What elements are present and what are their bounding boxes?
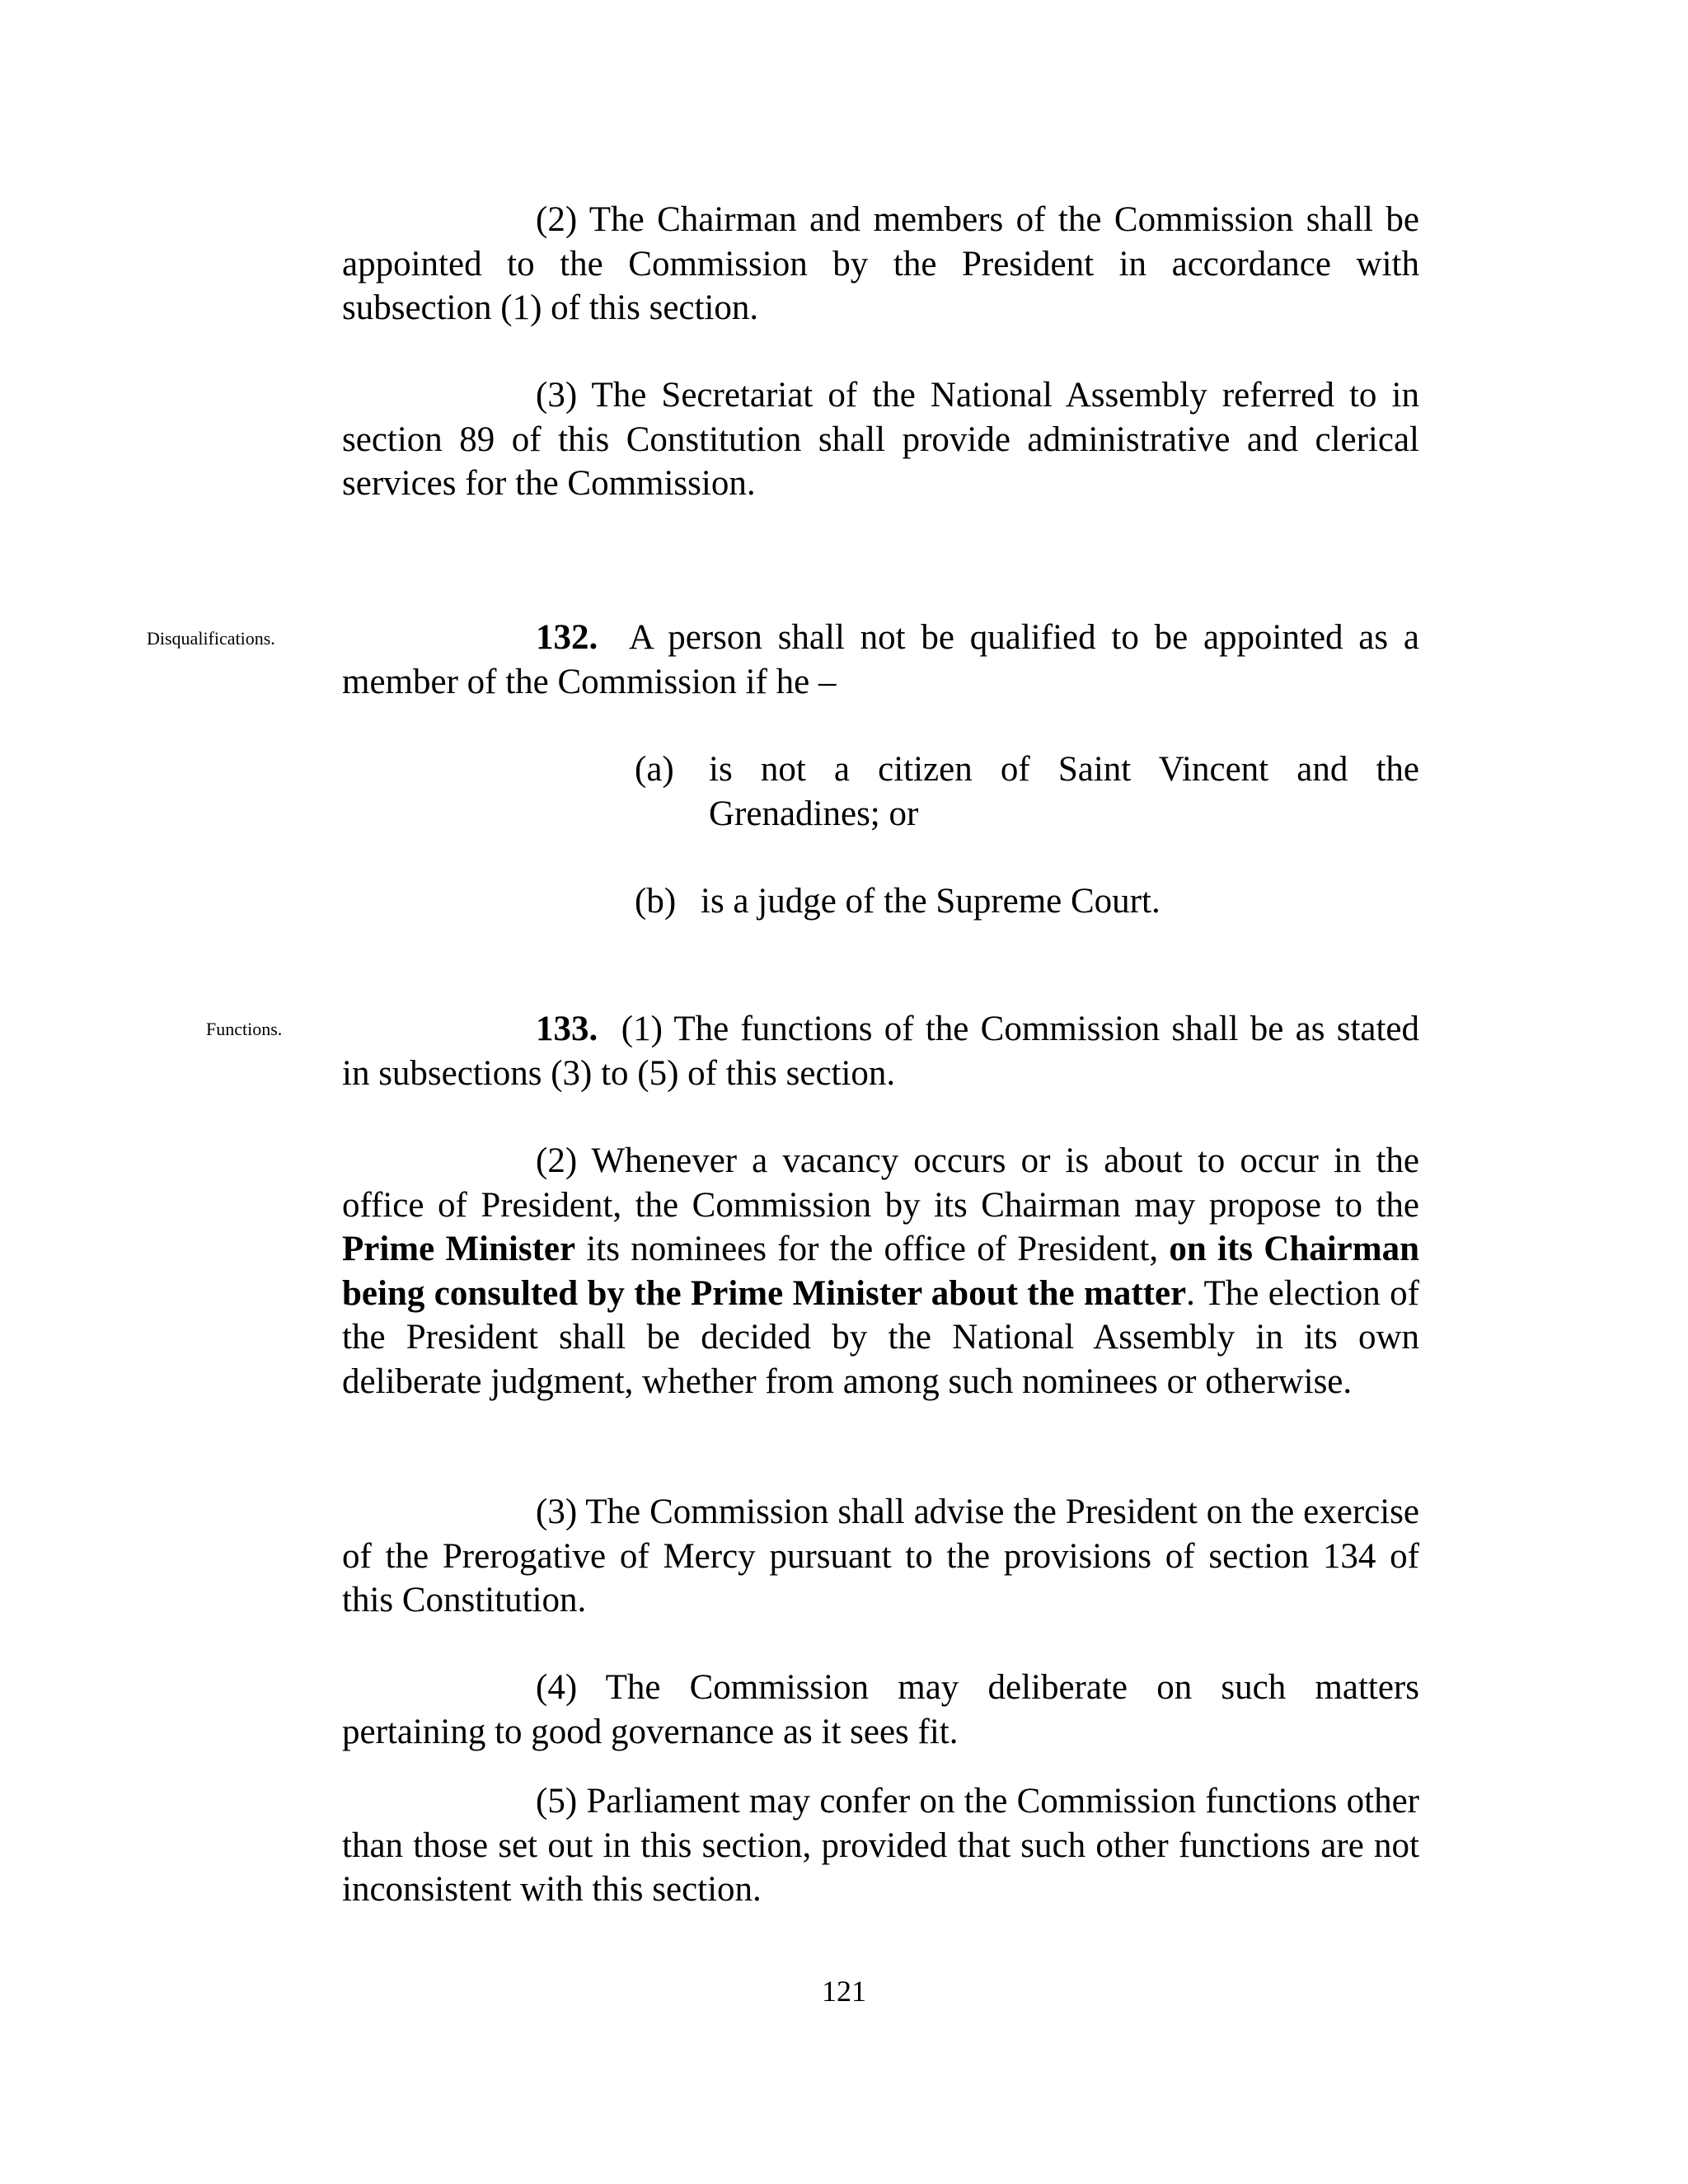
paragraph-text: (2) The Chairman and members of the Commission shall be appointed to the Commission by the President in accordance with subsection (1) of this section. [342,200,1419,327]
section-131-subsection-3 [342,373,1419,506]
paragraph-text: (5) Parliament may confer on the Commission functions other than those set out in this section, provided that such other functions are not inconsistent with this section. [342,1782,1419,1909]
section-number: 132. [536,618,598,657]
margin-note-disqualifications: Disqualifications. [147,628,275,649]
item-label: (a) [635,750,674,789]
page-number: 121 [822,1975,866,2008]
section-text: (1) The functions of the Commission shall be as stated in subsections (3) to (5) of this section. [342,1010,1420,1093]
section-131-subsection-2 [342,198,1419,330]
margin-note-functions: Functions. [206,1019,283,1039]
section-133-subsection-4 [342,1666,1419,1754]
list-item-a [635,748,1419,836]
item-label: (b) [635,882,677,921]
section-133-subsection-2 [342,1139,1419,1404]
text-run: its nominees for the office of President, [586,1230,1159,1268]
paragraph-text: (4) The Commission may deliberate on such matters pertaining to good governance as it sees fit. [342,1668,1419,1751]
section-133-subsection-3 [342,1490,1419,1623]
paragraph-text: (3) The Commission shall advise the President on the exercise of the Prerogative of Mercy pursuant to the provisions of section 134 of this Constitution. [342,1493,1419,1619]
text-run: . The election of the President shall be decided by the National Assembly in its own deliberate judgment, whether from among such nominees or otherwise. [342,1273,1419,1401]
section-133-subsection-1 [342,1007,1419,1095]
paragraph-text: (3) The Secretariat of the National Assembly referred to in section 89 of this Constitution shall provide administrative and clerical services for the Commission. [342,376,1419,503]
section-133-subsection-5 [342,1779,1419,1912]
text-run: (2) Whenever a vacancy occurs or is about to occur in the office of President, the Commission by its Chairman may propose to the [342,1141,1419,1225]
item-text: is not a citizen of Saint Vincent and the Grenadines; or [709,750,1419,833]
section-text: A person shall not be qualified to be appointed as a member of the Commission if he – [342,618,1419,701]
bold-text-run: Prime Minister [342,1230,576,1268]
section-number: 133. [536,1010,598,1048]
list-item-b [635,879,1419,924]
paragraph [342,1139,1419,1404]
item-text: is a judge of the Supreme Court. [701,882,1160,921]
paragraph [342,616,1419,704]
section-132-intro [342,616,1419,704]
paragraph [342,1007,1419,1095]
bold-text-run: on its Chairman being consulted by the Prime Minister about the matter [342,1230,1420,1313]
